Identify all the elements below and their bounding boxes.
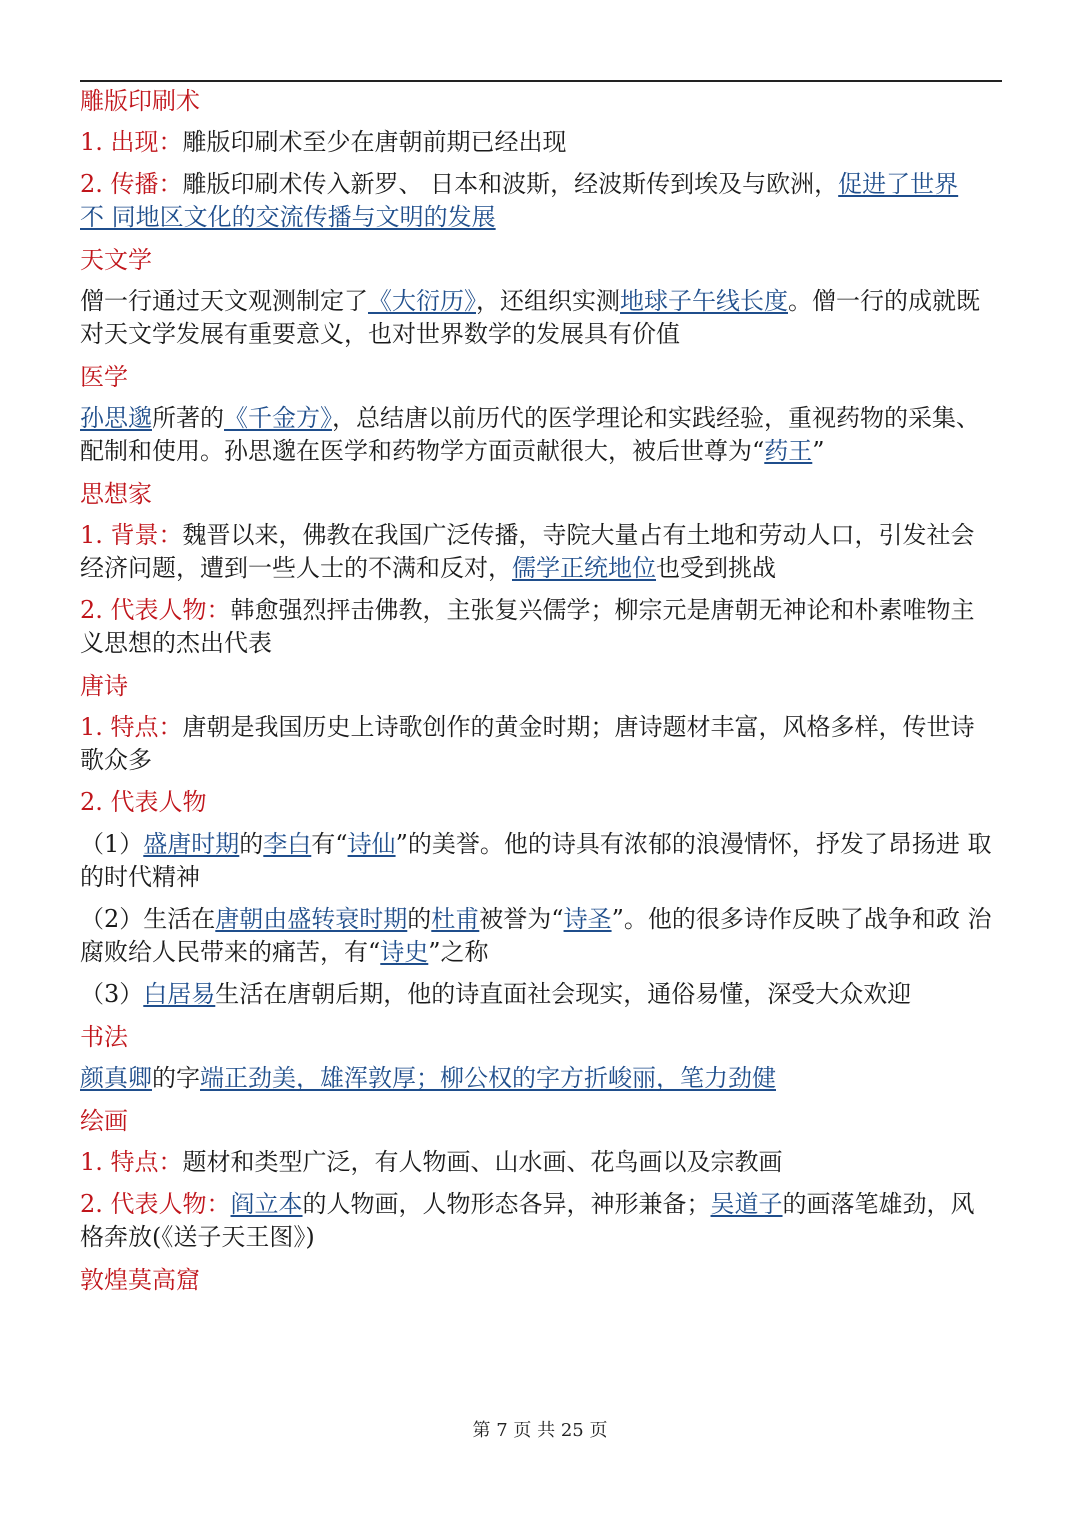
point-label: 1. 出现： (80, 128, 183, 156)
paragraph-text: 所著的 (152, 404, 224, 432)
paragraph-text: ，还组织实测 (476, 287, 620, 315)
point-label: 2. 代表人物 (80, 788, 207, 816)
key-phrase: 《大衍历》 (368, 287, 476, 315)
paragraph-text: 的字 (152, 1064, 200, 1092)
point-text: 雕版印刷术传入新罗、 日本和波斯，经波斯传到埃及与欧洲， (182, 170, 839, 198)
key-phrase: 颜真卿 (80, 1064, 152, 1092)
thinkers-background (80, 519, 1002, 585)
key-phrase: 唐朝由盛转衰时期 (215, 905, 408, 933)
section-title-dunhuang: 敦煌莫高窟 (80, 1266, 200, 1294)
painting-representatives (80, 1188, 992, 1254)
point-text: 魏晋以来，佛教在我国广泛传播，寺院大量占有土地和劳动人口，引发社会 经济问题，遭到一些人士的不满和反对， (80, 521, 975, 582)
item-text: ”之称 (428, 938, 489, 966)
item-text: 的 (407, 905, 432, 933)
section-title-medicine: 医学 (80, 363, 128, 391)
section-title-tang-poetry: 唐诗 (80, 672, 128, 700)
item-text: （3） (80, 980, 144, 1008)
key-phrase: 《千金方》 (224, 404, 332, 432)
key-phrase: 盛唐时期 (143, 830, 240, 858)
medicine-paragraph (80, 402, 985, 468)
paragraph-text: 僧一行通过天文观测制定了 (80, 287, 368, 315)
section-title-calligraphy: 书法 (80, 1023, 128, 1051)
point-label: 1. 特点： (80, 1148, 183, 1176)
item-text: 有“ (311, 830, 348, 858)
key-phrase: 促进了世界不 同地区文化的交流传播与文明的发展 (80, 170, 959, 231)
page-content (80, 84, 1002, 1305)
key-phrase: 白居易 (143, 980, 216, 1008)
key-phrase: 阎立本 (230, 1190, 303, 1218)
point-text: 的画落笔雄劲，风 格奔放(《送子天王图》) (80, 1190, 975, 1251)
item-text: ”。他的很多诗作反映了战争和政 治腐败给人民带来的痛苦，有“ (80, 905, 992, 966)
item-text: （2）生活在 (80, 905, 216, 933)
item-text: （1） (80, 830, 144, 858)
point-label: 1. 特点： (80, 713, 183, 741)
point-text: 雕版印刷术至少在唐朝前期已经出现 (182, 128, 567, 156)
section-title-thinkers: 思想家 (80, 480, 152, 508)
poet-item-bai-juyi (80, 978, 940, 1011)
section-title-astronomy: 天文学 (80, 246, 152, 274)
key-phrase: 诗史 (380, 938, 429, 966)
paragraph-text: 。僧一行的成就既 对天文学发展有重要意义，也对世界数学的发展具有价值 (80, 287, 980, 348)
section-title-painting: 绘画 (80, 1107, 128, 1135)
point-text: 题材和类型广泛，有人物画、山水画、花鸟画以及宗教画 (182, 1148, 783, 1176)
thinkers-representatives (80, 594, 1002, 660)
item-text: ”的美誉。他的诗具有浓郁的浪漫情怀，抒发了昂扬进 取的时代精神 (80, 830, 992, 891)
astronomy-paragraph (80, 285, 980, 351)
point-text: 唐朝是我国历史上诗歌创作的黄金时期；唐诗题材丰富，风格多样，传世诗 歌众多 (80, 713, 975, 774)
poetry-representatives-heading (80, 786, 1002, 819)
key-phrase: 李白 (263, 830, 312, 858)
painting-features (80, 1146, 1002, 1179)
point-text: 也受到挑战 (656, 554, 776, 582)
point-label: 2. 代表人物： (80, 596, 231, 624)
key-phrase: 诗仙 (347, 830, 396, 858)
point-label: 1. 背景： (80, 521, 183, 549)
point-label: 2. 代表人物： (80, 1190, 231, 1218)
key-phrase: 地球子午线长度 (620, 287, 788, 315)
point-label: 2. 传播： (80, 170, 183, 198)
calligraphy-paragraph (80, 1062, 800, 1095)
top-rule (80, 80, 1002, 82)
paragraph-text: ” (812, 437, 825, 465)
key-phrase: 端正劲美，雄浑敦厚；柳公权的字方折峻丽，笔力劲健 (200, 1064, 776, 1092)
key-phrase: 孙思邈 (80, 404, 152, 432)
item-text: 生活在唐朝后期，他的诗直面社会现实，通俗易懂，深受大众欢迎 (215, 980, 912, 1008)
poetry-features (80, 711, 1002, 777)
section-title-printing: 雕版印刷术 (80, 87, 200, 115)
printing-appearance (80, 126, 1002, 159)
paragraph-text: ，总结唐以前历代的医学理论和实践经验，重视药物的采集、 配制和使用。孙思邈在医学和药物学方面贡献很大，被后世尊为“ (80, 404, 980, 465)
key-phrase: 吴道子 (710, 1190, 783, 1218)
poet-item-du-fu (80, 903, 1002, 969)
point-text: 韩愈强烈抨击佛教，主张复兴儒学；柳宗元是唐朝无神论和朴素唯物主 义思想的杰出代表 (80, 596, 975, 657)
poet-item-li-bai (80, 828, 1002, 894)
key-phrase: 药王 (764, 437, 813, 465)
item-text: 被誉为“ (479, 905, 564, 933)
key-phrase: 诗圣 (563, 905, 612, 933)
printing-spread (80, 168, 980, 234)
point-text: 的人物画，人物形态各异，神形兼备； (302, 1190, 711, 1218)
key-phrase: 儒学正统地位 (512, 554, 656, 582)
item-text: 的 (239, 830, 264, 858)
key-phrase: 杜甫 (431, 905, 480, 933)
page-footer: 第 7 页 共 25 页 (472, 1420, 608, 1441)
